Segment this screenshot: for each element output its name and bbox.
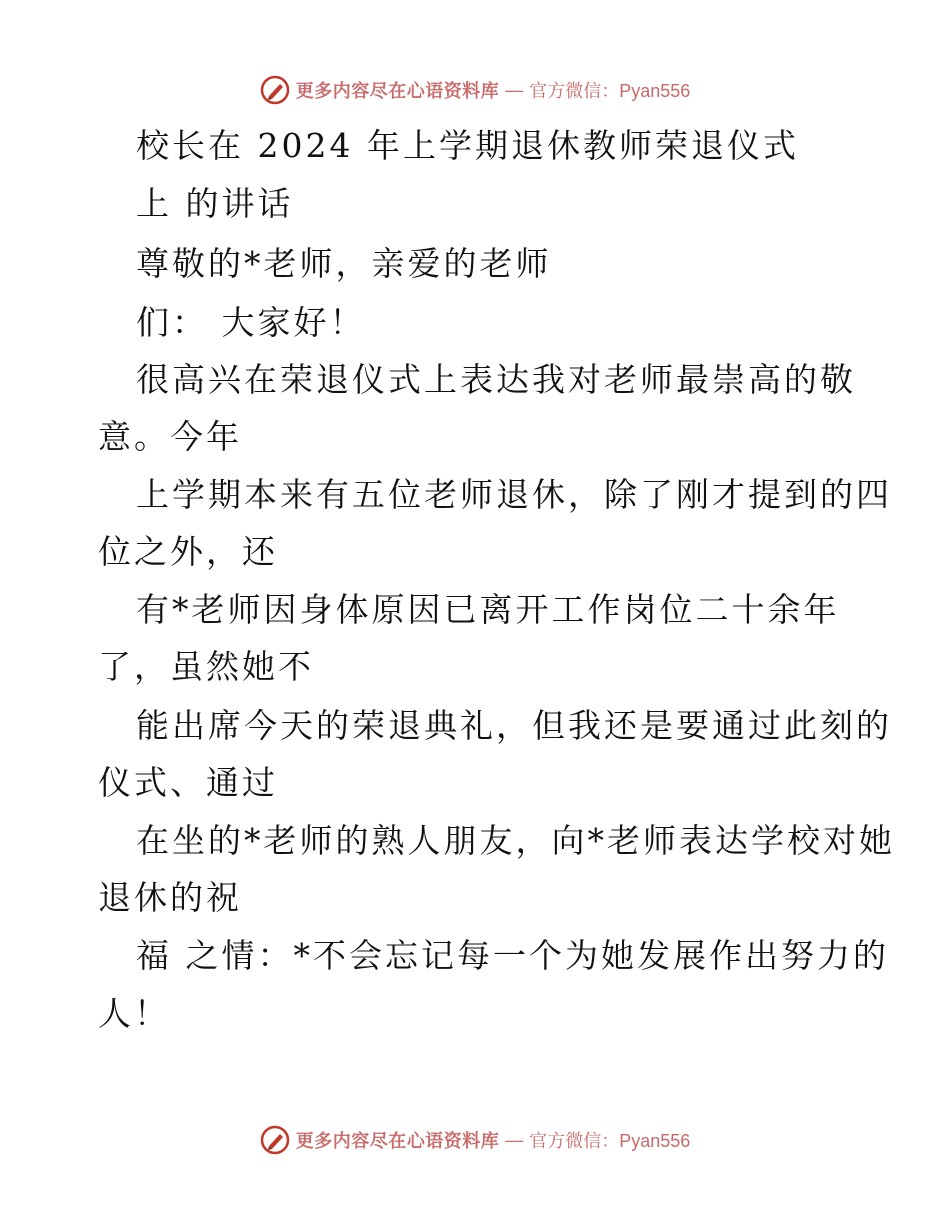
paragraph-line: 有*老师因身体原因已离开工作岗位二十余年 [136, 590, 840, 629]
paragraph-line: 很高兴在荣退仪式上表达我对老师最崇高的敬 [136, 360, 856, 399]
pen-logo-icon [260, 1125, 290, 1155]
watermark-main-text: 更多内容尽在心语资料库 [295, 81, 500, 101]
paragraph-line: 上学期本来有五位老师退休，除了刚才提到的四 [136, 475, 892, 514]
watermark-wechat-text: 官方微信：Pyan556 [529, 1131, 691, 1151]
paragraph-line: 福 之情：*不会忘记每一个为她发展作出努力的 [136, 936, 889, 975]
title-line-2: 上 的讲话 [136, 184, 294, 223]
watermark-main-text: 更多内容尽在心语资料库 [295, 1131, 500, 1151]
watermark-wechat-text: 官方微信：Pyan556 [529, 81, 691, 101]
paragraph-line: 人！ [98, 994, 170, 1033]
title-line-1: 校长在 2024 年上学期退休教师荣退仪式 [136, 126, 799, 165]
paragraph-line: 能出席今天的荣退典礼，但我还是要通过此刻的 [136, 706, 892, 745]
salutation-line-1: 尊敬的*老师，亲爱的老师 [136, 244, 552, 283]
paragraph-line: 仪式、通过 [98, 763, 278, 802]
paragraph-line: 退休的祝 [98, 878, 242, 917]
salutation-line-2: 们： 大家好！ [136, 303, 366, 342]
paragraph-line: 意。今年 [98, 417, 242, 456]
pen-logo-icon [260, 75, 290, 105]
watermark-separator: — [505, 79, 524, 100]
footer-watermark [0, 1120, 950, 1160]
paragraph-line: 位之外，还 [98, 532, 278, 571]
paragraph-line: 在坐的*老师的熟人朋友，向*老师表达学校对她 [136, 821, 895, 860]
header-watermark [0, 70, 950, 110]
watermark-separator: — [505, 1129, 524, 1150]
paragraph-line: 了，虽然她不 [98, 647, 314, 686]
